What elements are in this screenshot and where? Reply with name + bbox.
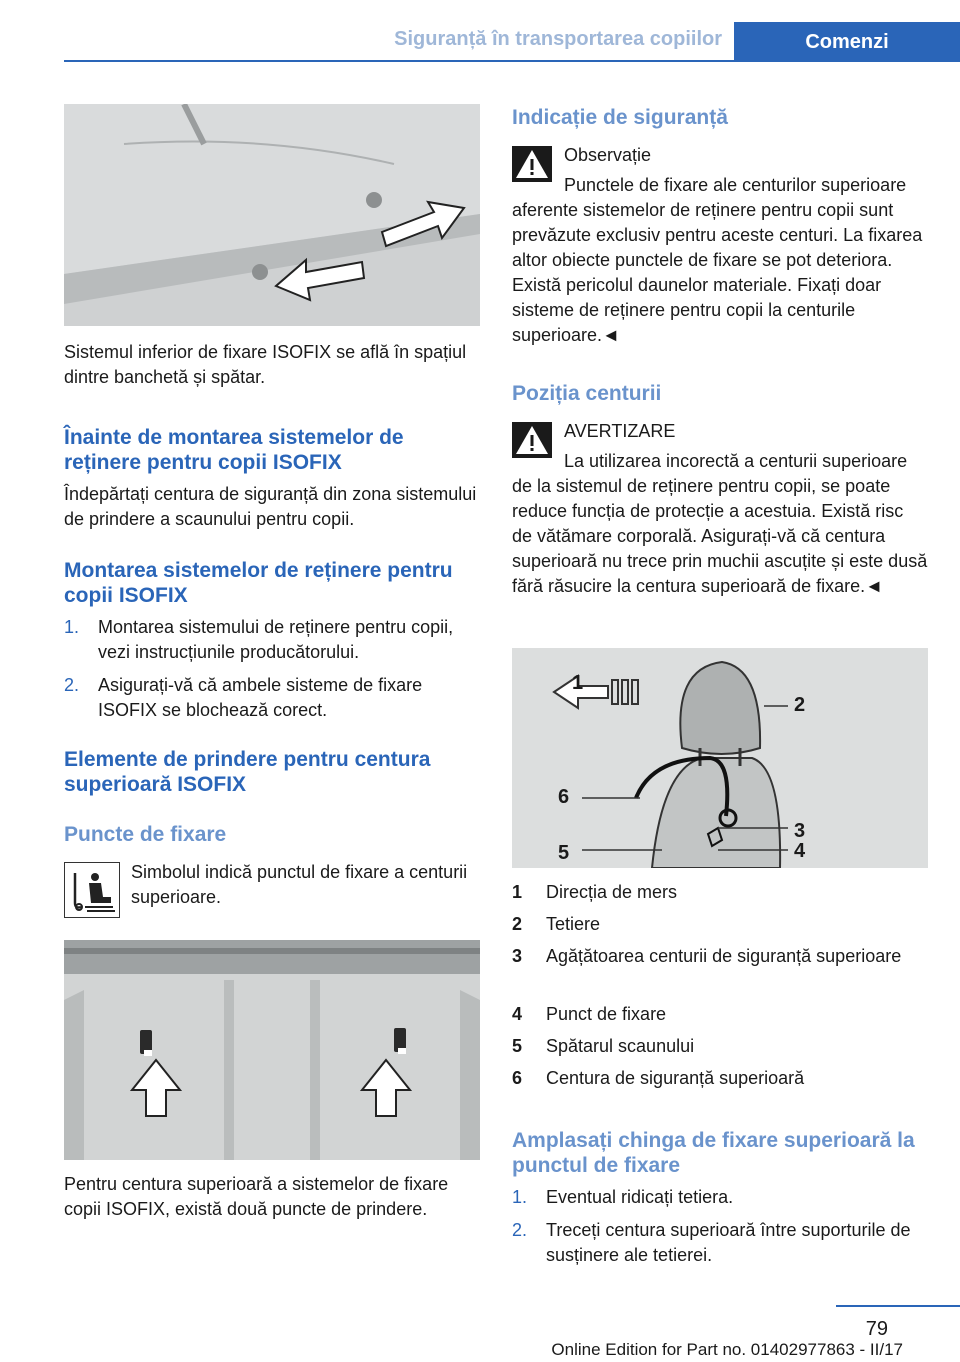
page-number: 79 [865,1318,888,1340]
legend-number: 6 [512,1068,523,1088]
legend-text: Spătarul scaunului [546,1036,695,1056]
legend-number: 3 [512,946,523,966]
diagram-label-5: 5 [558,842,570,864]
step-text: Montarea sistemului de reținere pentru copii, vezi instrucțiunile producătorului. [98,617,454,662]
diagram-label-4: 4 [794,840,806,862]
legend-item-6 [512,1066,928,1091]
legend-item-2 [512,912,928,937]
page-header [0,0,960,62]
legend-text: Direcția de mers [546,882,678,902]
warning-text [512,449,928,599]
heading-place-tether: Amplasați chinga de fixare superioară la punctul de fixare [512,1129,915,1177]
mount-step-2 [64,673,480,723]
note-text [512,173,928,348]
note-label: Observație [564,145,652,165]
footer-rule [836,1305,960,1307]
diagram-label-1: 1 [572,672,584,694]
cargo-anchor-points-image [64,940,480,1160]
edition-footer: Online Edition for Part no. 01402977863 - II/17 [551,1340,903,1359]
step-number: 1. [64,617,80,637]
heading-before-mounting: Înainte de montarea sistemelor de reținere pentru copii ISOFIX [64,426,404,474]
isofix-lower-anchor-image [64,104,480,326]
warning-label: AVERTIZARE [564,421,676,441]
diagram-label-3: 3 [794,820,806,842]
legend-number: 1 [512,882,523,902]
legend-text: Centura de siguranță superioară [546,1068,805,1088]
warning-text-content: La utilizarea incorectă a centurii superioare de la sistemul de reținere pentru copii, se poate reduce funcția de protecție a acestuia. Există risc de vătămare corporală. Asigurați-vă că centura superioară nu trece prin muchii ascuțite și este dusă fără răsucire la centura superioară de fixare.◄ [512,451,928,596]
diagram-label-2: 2 [794,694,806,716]
legend-text: Agățătoarea centurii de siguranță superioare [546,946,902,966]
legend-item-5 [512,1034,928,1059]
step-number: 2. [64,675,80,695]
step-text: Eventual ridicați tetiera. [546,1187,734,1207]
place-step-1 [512,1185,928,1210]
legend-number: 2 [512,914,523,934]
chapter-tab[interactable]: Comenzi [734,22,960,62]
legend-item-3 [512,944,928,994]
note-text-content: Punctele de fixare ale centurilor superioare aferente sistemelor de reținere pentru copii sunt prevăzute exclusiv pentru aceste centuri. La fixarea altor obiecte punctele de fixare se pot deteriora. Există pericolul daunelor materiale. Fixați doar sisteme de reținere pentru copii la centurile superioare.◄ [512,175,923,345]
step-number: 2. [512,1220,528,1240]
heading-mounting: Montarea sistemelor de reținere pentru copii ISOFIX [64,559,453,607]
text-before-mounting: Îndepărtați centura de siguranță din zona sistemului de prindere a scaunului pentru copii. [64,484,477,529]
legend-number: 5 [512,1036,523,1056]
caption-lower-anchor: Sistemul inferior de fixare ISOFIX se află în spațiul dintre banchetă și spătar. [64,342,467,387]
step-text: Asigurați-vă că ambele sisteme de fixare ISOFIX se blochează corect. [98,675,423,720]
step-text: Treceți centura superioară între suporturile de susținere ale tetierei. [546,1220,911,1265]
diagram-label-6: 6 [558,786,570,808]
legend-number: 4 [512,1004,523,1024]
legend-item-1 [512,880,928,905]
legend-text: Tetiere [546,914,601,934]
step-number: 1. [512,1187,528,1207]
headrest-tether-diagram [512,648,928,868]
section-title: Siguranță în transportarea copiilor [394,28,722,50]
heading-belt-position: Poziția centurii [512,382,662,405]
symbol-description: Simbolul indică punctul de fixare a centurii superioare. [131,862,468,907]
legend-item-4 [512,1002,928,1027]
heading-safety-note: Indicație de siguranță [512,106,728,129]
caption-anchor-points: Pentru centura superioară a sistemelor de fixare copii ISOFIX, există două puncte de prindere. [64,1174,449,1219]
mount-step-1 [64,615,480,665]
header-rule [64,60,734,62]
isofix-tether-symbol-icon [64,862,120,918]
place-step-2 [512,1218,928,1268]
heading-top-tether-elements: Elemente de prindere pentru centura superioară ISOFIX [64,748,431,796]
heading-anchor-points: Puncte de fixare [64,823,227,846]
legend-text: Punct de fixare [546,1004,667,1024]
